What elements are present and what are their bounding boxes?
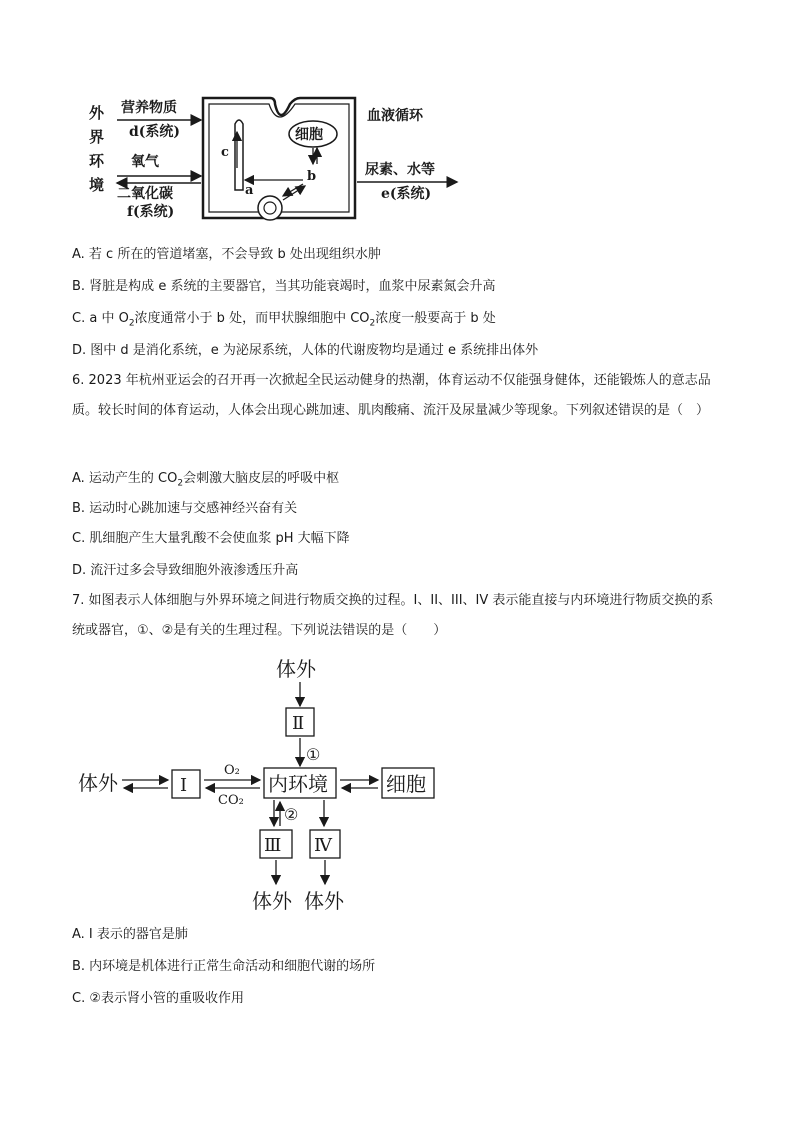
q7-stem: 7. 如图表示人体细胞与外界环境之间进行物质交换的过程。I、II、III、IV 表示能直接与内环境进行物质交换的系统或器官，①、②是有关的生理过程。下列说法错误的是（ ） [72, 593, 714, 638]
vessel-inner [209, 104, 349, 212]
o2-label: O₂ [224, 763, 240, 778]
exchange-diagram-2 [70, 650, 450, 920]
q5-option-d: D. 图中 d 是消化系统，e 为泌尿系统，人体的代谢废物均是通过 e 系统排出体外 [72, 343, 539, 358]
e-system-label: e(系统) [381, 186, 432, 202]
outside-env-label-1: 外 [89, 104, 105, 122]
blood-circulation-label: 血液循环 [367, 108, 423, 124]
q6-stem: 6. 2023 年杭州亚运会的召开再一次掀起全民运动健身的热潮，体育运动不仅能强身健体，还能锻炼人的意志品质。较长时间的体育运动，人体会出现心跳加速、肌肉酸痛、流汗及尿量减少等现象。下列叙述错误的是（ ） [72, 373, 711, 418]
exchange-diagram-1 [85, 86, 475, 226]
q7-option-a: A. I 表示的器官是肺 [72, 927, 188, 942]
cell-label: 细胞 [295, 127, 323, 143]
cell-label-2: 细胞 [386, 772, 426, 796]
q6-option-c: C. 肌细胞产生大量乳酸不会使血浆 pH 大幅下降 [72, 531, 350, 546]
outside-env-label-4: 境 [89, 176, 105, 194]
q5-option-a: A. 若 c 所在的管道堵塞，不会导致 b 处出现组织水肿 [72, 247, 381, 262]
q6-option-b: B. 运动时心跳加速与交感神经兴奋有关 [72, 501, 298, 516]
co2-label-2: CO₂ [218, 793, 244, 808]
outside-bottom-2: 体外 [304, 889, 344, 913]
outside-bottom-1: 体外 [252, 889, 292, 913]
q7-option-b: B. 内环境是机体进行正常生命活动和细胞代谢的场所 [72, 959, 376, 974]
svg-text:Ⅱ: Ⅱ [292, 713, 305, 734]
capillary-circle [258, 196, 282, 220]
outside-left: 体外 [78, 771, 118, 795]
nutrients-label: 营养物质 [121, 100, 177, 116]
f-system-label: f(系统) [127, 204, 175, 220]
q7-option-c: C. ②表示肾小管的重吸收作用 [72, 991, 244, 1006]
label-c: c [221, 145, 229, 160]
internal-env-label: 内环境 [268, 772, 328, 796]
process-2: ② [284, 805, 299, 824]
urea-water-label: 尿素、水等 [365, 162, 435, 178]
q6-option-d: D. 流汗过多会导致细胞外液渗透压升高 [72, 563, 299, 578]
q5-option-c: C. a 中 $O_2$浓度通常小于 b 处，而甲状腺细胞中 $CO_2$浓度一般要高于 b 处 [72, 311, 496, 329]
q5-option-b: B. 肾脏是构成 e 系统的主要器官，当其功能衰竭时，血浆中尿素氮会升高 [72, 279, 496, 294]
oxygen-label: 氧气 [131, 154, 159, 170]
process-1: ① [306, 745, 321, 764]
lymph-vessel-c [235, 120, 243, 190]
label-a: a [245, 183, 254, 198]
outside-env-label-2: 界 [89, 128, 105, 146]
outside-env-label-3: 环 [89, 152, 105, 170]
d-system-label: d(系统) [129, 124, 181, 140]
label-b: b [307, 169, 317, 184]
svg-text:Ⅰ: Ⅰ [180, 775, 188, 796]
co2-label: 二氧化碳 [117, 186, 173, 202]
outside-top: 体外 [276, 657, 316, 681]
svg-text:Ⅳ: Ⅳ [314, 835, 332, 856]
q6-option-a: A. 运动产生的 $CO_2$会刺激大脑皮层的呼吸中枢 [72, 471, 340, 489]
svg-text:Ⅲ: Ⅲ [264, 835, 282, 856]
